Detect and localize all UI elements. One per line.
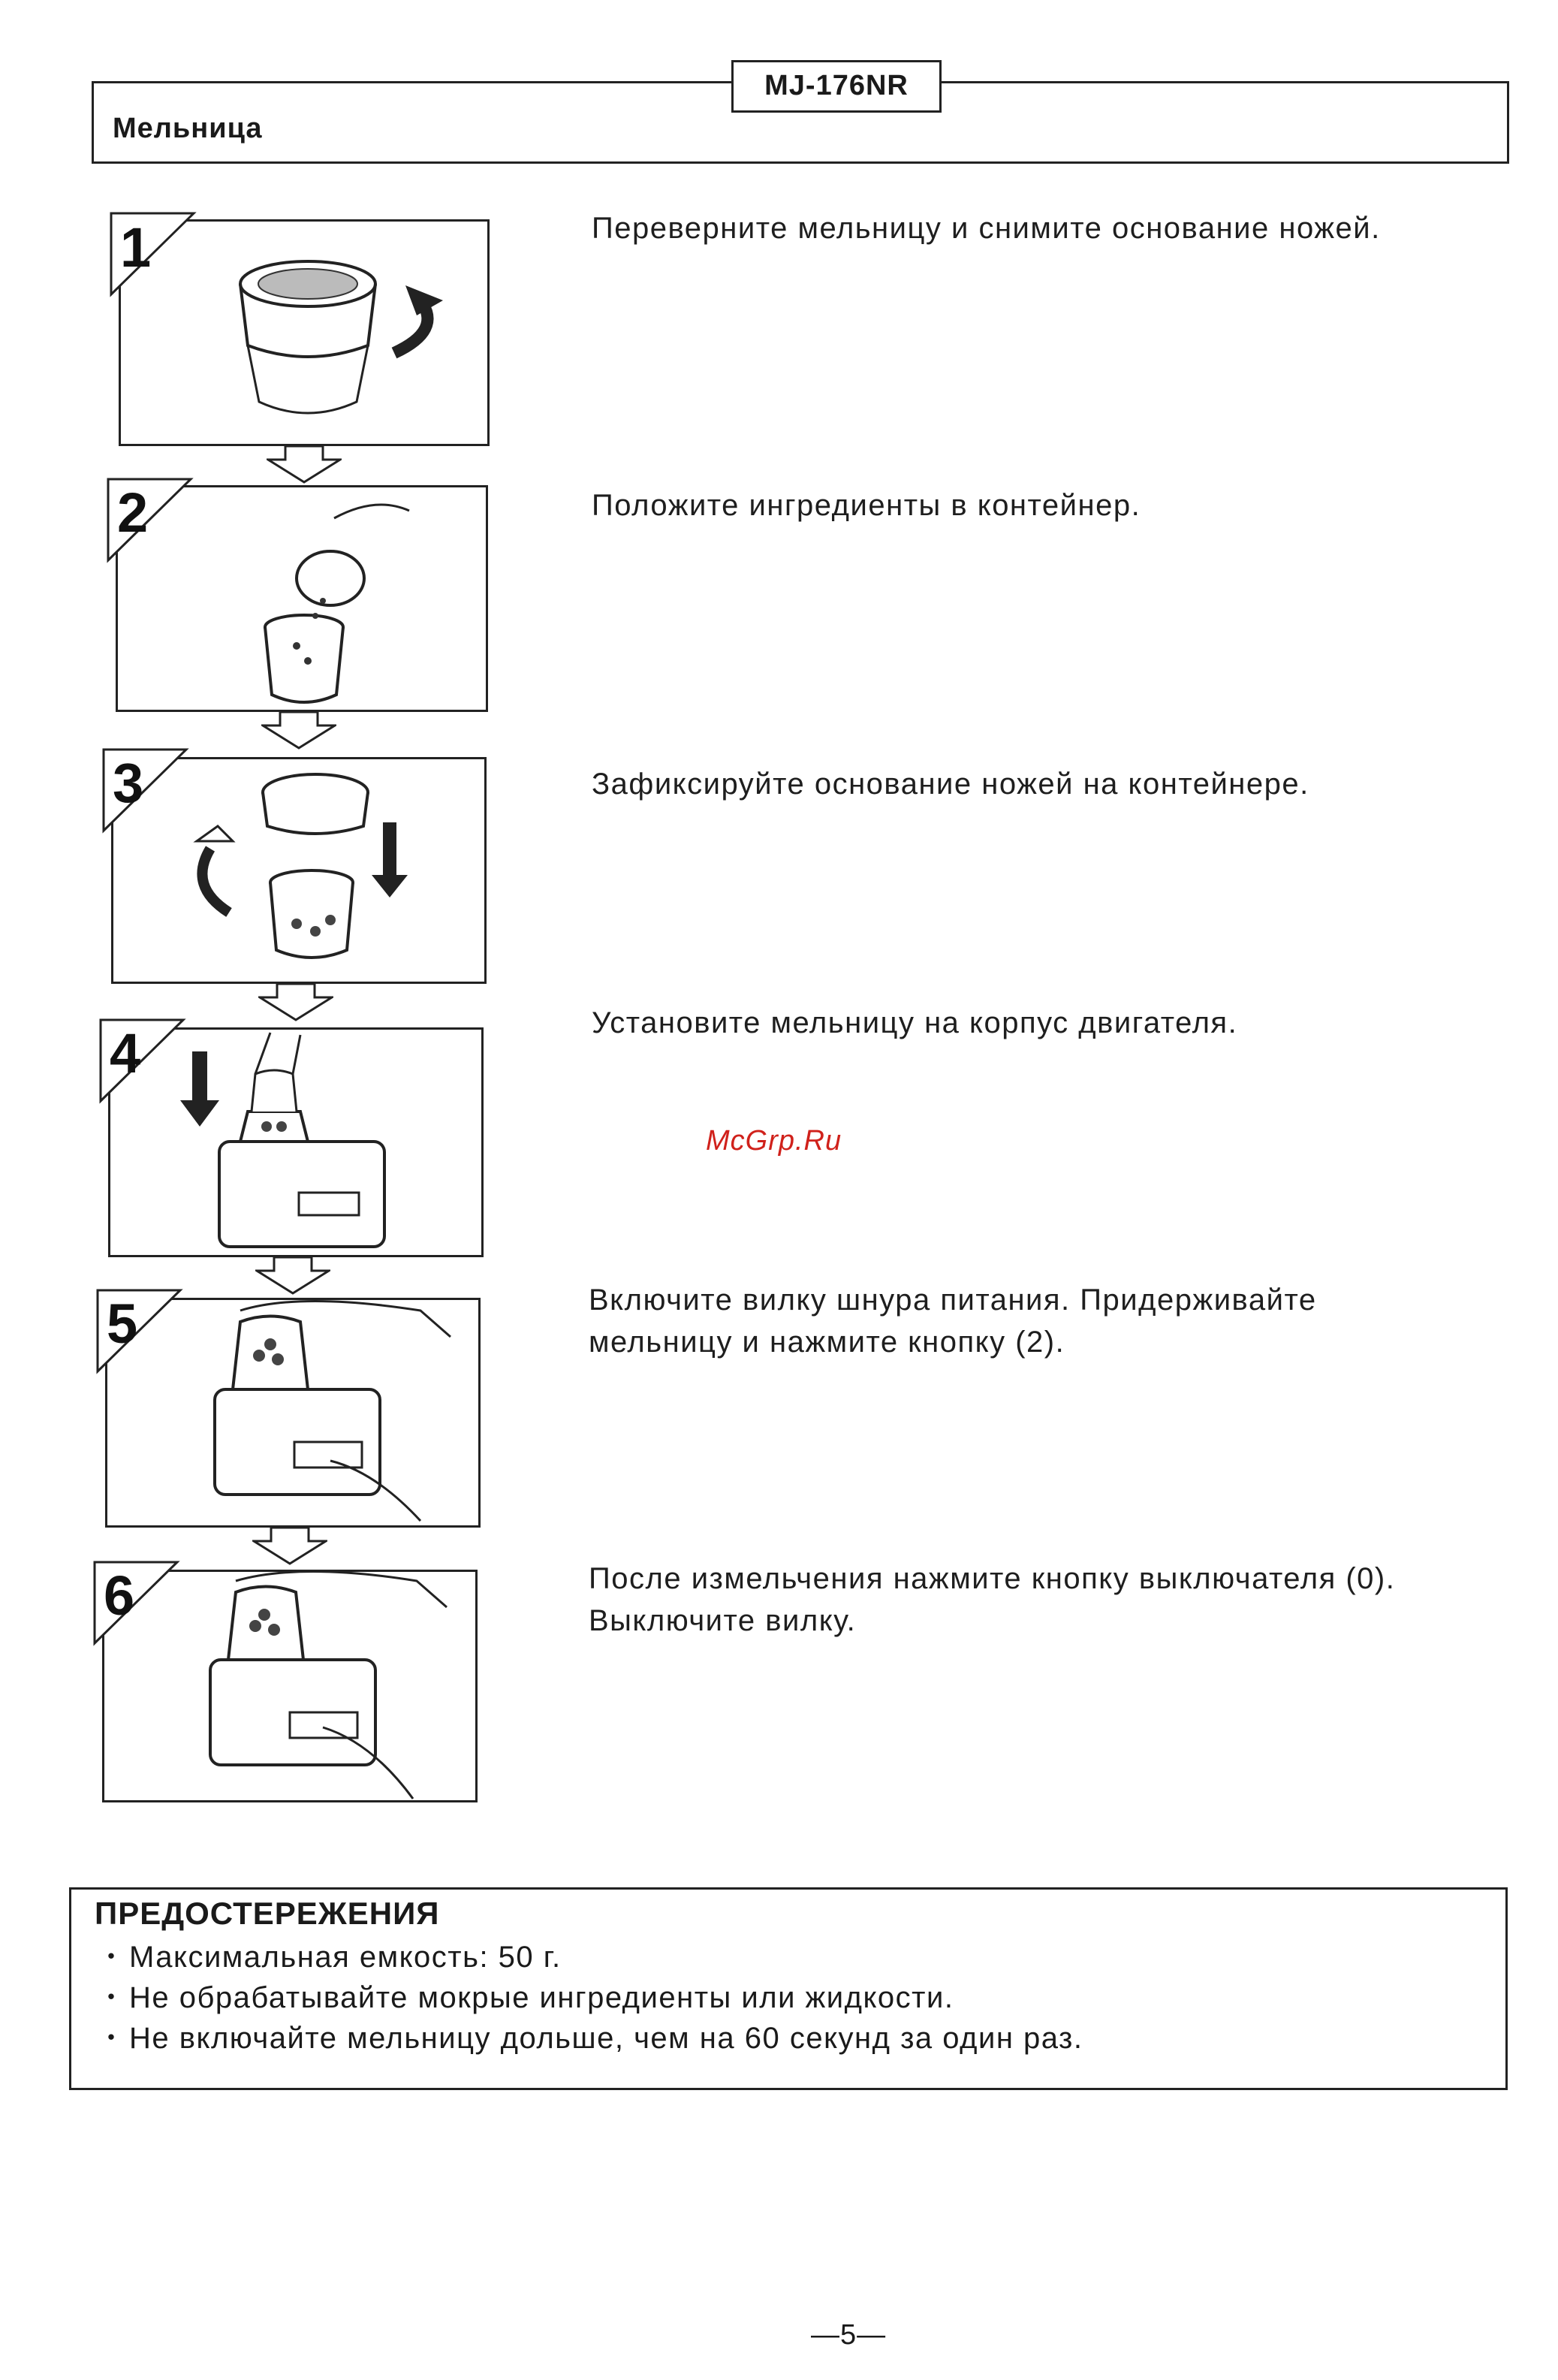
step-5-text-line-1: Включите вилку шнура питания. Придерживайте: [589, 1284, 1317, 1317]
step-4-number: 4: [110, 1022, 141, 1084]
step-3-number: 3: [113, 752, 144, 814]
warning-item-1-text: Максимальная емкость: 50 г.: [129, 1941, 562, 1974]
step-1-number: 1: [120, 216, 152, 279]
step-6-text: [589, 1558, 1395, 1642]
step-2-number: 2: [117, 481, 149, 544]
step-6-text-line-2: Выключите вилку.: [589, 1604, 857, 1637]
step-6-text-line-1: После измельчения нажмите кнопку выключателя (0).: [589, 1562, 1396, 1595]
bullet: ・: [96, 1941, 128, 1974]
step-5-text-line-2: мельницу и нажмите кнопку (2).: [589, 1326, 1065, 1359]
step-5-number: 5: [107, 1293, 138, 1355]
page-number: —5—: [811, 2319, 887, 2351]
page-title: Мельница: [113, 113, 263, 144]
step-2-text-line-1: Положите ингредиенты в контейнер.: [592, 489, 1141, 522]
model-label: MJ-176NR: [731, 60, 942, 113]
bullet: ・: [96, 2022, 128, 2055]
bullet: ・: [96, 1981, 128, 2014]
warnings-title: ПРЕДОСТЕРЕЖЕНИЯ: [95, 1896, 440, 1931]
watermark: McGrp.Ru: [706, 1125, 842, 1157]
step-4-text-line-1: Установите мельницу на корпус двигателя.: [592, 1006, 1238, 1039]
warning-item-3-text: Не включайте мельницу дольше, чем на 60 секунд за один раз.: [129, 2022, 1083, 2055]
warning-item-2: [96, 1974, 954, 2017]
warning-item-1: [96, 1933, 562, 1976]
step-6-number: 6: [104, 1564, 135, 1627]
warning-item-3: [96, 2014, 1083, 2057]
step-1-text-line-1: Переверните мельницу и снимите основание ножей.: [592, 212, 1381, 245]
warning-item-2-text: Не обрабатывайте мокрые ингредиенты или жидкости.: [129, 1981, 954, 2014]
step-3-text-line-1: Зафиксируйте основание ножей на контейнере.: [592, 768, 1309, 801]
